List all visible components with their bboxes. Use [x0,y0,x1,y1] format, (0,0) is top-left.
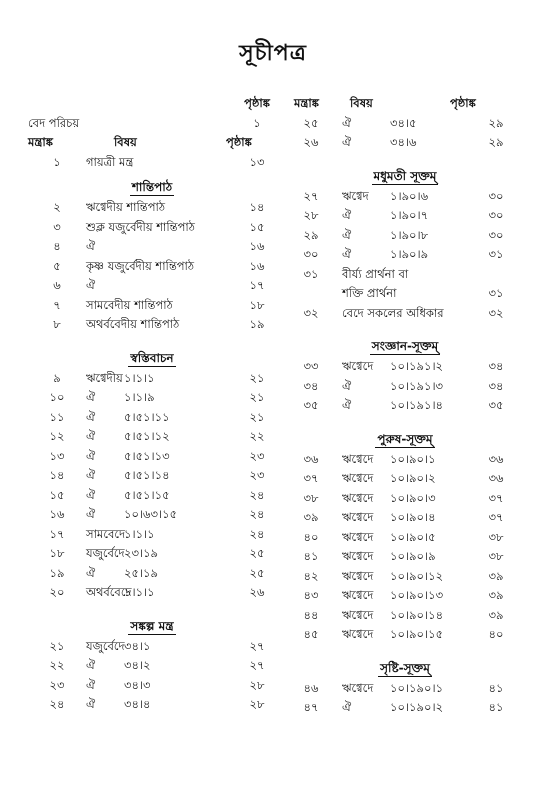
toc-row [290,226,520,246]
entry-page: ২১ [249,370,265,385]
entry-page: ২৪ [249,507,265,521]
intro-row [28,114,276,134]
entry-subject: বীর্য্য প্রার্থনা বা [342,266,409,281]
entry-source: ঋগ্বেদে [342,549,374,563]
toc-row [290,586,520,606]
entry-reference: ১।১।১ [124,370,155,385]
toc-row [28,583,276,603]
toc-row [290,679,520,699]
entry-number: ২৯ [303,227,319,242]
entry-subject: গায়ত্রী মন্ত্র [86,154,134,169]
entry-source: ঐ [86,487,96,502]
entry-page: ৩৮ [488,549,504,563]
entry-source: ঐ [86,390,96,404]
toc-row [28,408,276,428]
entry-subject: কৃষ্ণ যজুর্বেদীয় শান্তিপাঠ [86,258,195,273]
section-title [290,653,520,679]
entry-page: ২৯ [488,135,504,149]
entry-reference: ১।৯০।৯ [390,247,429,261]
entry-source: ঐ [342,135,352,149]
entry-source: সামবেদে [86,526,126,541]
entry-source: ঋগ্বেদে [342,568,374,583]
toc-row [28,447,276,467]
entry-number: ৪৬ [303,680,319,695]
toc-row [28,637,276,657]
entry-page: ১৪ [249,200,265,214]
toc-row [290,187,520,207]
entry-number: ৩০ [303,247,319,261]
entry-page: ৩৭ [488,510,504,524]
toc-row [290,698,520,718]
entry-page: ২৫ [249,546,265,560]
entry-page: ৩৬ [488,471,504,485]
entry-page: ৩২ [488,305,504,320]
entry-number: ৪৩ [303,588,319,602]
entry-number: ৪৭ [303,700,319,714]
entry-source: ঐ [86,565,96,580]
spacer [290,416,520,424]
entry-source: ঐ [342,378,352,393]
toc-row [28,315,276,335]
entry-number: ৯ [53,370,61,385]
entry-source: ঋগ্বেদ [342,188,369,203]
entry-number: ১৬ [49,507,65,521]
entry-source: ঋগ্বেদে [342,588,374,602]
entry-number: ১০ [49,390,65,404]
entry-number: ৩ [53,219,61,234]
entry-page: ২১ [249,390,265,404]
toc-row [28,656,276,676]
section-title-text: মধুমতী সূক্তম্ [373,168,437,183]
entry-reference: ২৫।১৯ [124,565,158,580]
entry-reference: ৩৪।৪ [124,697,151,711]
entry-reference: ৩৪।১ [124,638,151,653]
section-title-text: সঙ্কল্প মন্ত্র [130,618,174,633]
toc-row [290,450,520,470]
left-sections [28,172,276,715]
entry-number: ১৫ [49,487,65,502]
entry-page: ২৪ [249,526,265,541]
entry-page: ১৯ [249,317,265,331]
toc-row [290,547,520,567]
entry-source: ঐ [86,677,96,692]
toc-row [28,486,276,506]
entry-page: ২৩ [249,448,265,463]
entry-number: ৭ [53,297,61,312]
entry-reference: ৫।৫১।১৩ [124,448,170,463]
entry-number: ১৩ [49,448,65,463]
entry-number: ৪২ [303,568,319,583]
entry-source: ঋগ্বেদে [342,359,374,373]
entry-reference: ১০।৯০।১ [390,451,436,466]
toc-row [28,695,276,715]
entry-source: ঐ [86,658,96,672]
entry-subject: ঋগ্বেদীয় শান্তিপাঠ [86,200,166,214]
entry-reference: ১০।৯০।৫ [390,529,436,544]
header-mantra-number: মন্ত্রাঙ্ক [294,96,319,110]
toc-row [290,489,520,509]
entry-reference: ১০।১৯০।১ [390,680,444,695]
entry-number: ৩২ [303,305,319,320]
header-subject: বিষয় [114,135,137,149]
entry-page: ২১ [249,409,265,424]
toc-row [290,396,520,416]
entry-page: ৩৫ [488,398,504,412]
toc-row [28,427,276,447]
entry-subject: শক্তি প্রার্থনা [342,286,397,300]
entry-source: ঐ [86,468,96,482]
entry-page: ২৮ [249,677,265,692]
toc-row [28,525,276,545]
entry-reference: ১০।৯০।২ [390,471,436,485]
section-title [290,424,520,450]
entry-reference: ৩৪।৬ [390,135,417,149]
entry-reference: ৫।৫১।১৪ [124,468,170,482]
entry-number: ২৩ [49,677,65,692]
entry-source: ঐ [86,448,96,463]
toc-row [290,625,520,645]
entry-number: ৩১ [303,266,319,281]
toc-row [28,676,276,696]
toc-row [290,304,520,324]
right-column [290,94,520,718]
left-top-header [28,94,276,114]
entry-page: ২৭ [249,658,265,672]
entry-number: ১ [53,154,61,169]
entry-reference: ১০।৯০।১৫ [390,627,444,641]
right-sections [290,114,520,718]
entry-source: ঐ [86,429,96,443]
header-subject: বিষয় [350,96,373,110]
entry-reference: ১০।৯০।১৩ [390,588,444,602]
entry-source: ঋগ্বেদে [342,510,374,524]
entry-source: ঋগ্বেদীয় [86,370,123,385]
entry-number: ২ [53,200,61,214]
entry-number: ১১ [49,409,65,424]
intro-page: ১ [253,115,261,130]
toc-row [290,245,520,265]
section-title [28,611,276,637]
entry-page: ২২ [249,429,265,443]
entry-reference: ১০।৯০।১৪ [390,607,444,622]
entry-source: ঐ [342,115,352,130]
toc-row [28,218,276,238]
entry-page: ২৮ [249,697,265,711]
entry-page: ৩৪ [488,359,504,373]
entry-reference: ৩৪।৫ [390,115,417,130]
spacer [28,335,276,343]
entry-reference: ২৩।১৯ [124,546,158,560]
entry-subject: অথর্ববেদীয় শান্তিপাঠ [86,317,180,331]
toc-row [290,528,520,548]
entry-source: যজুর্বেদে [86,546,125,560]
entry-reference: ১।১।৯ [124,390,155,404]
entry-reference: ১০।৯০।৪ [390,510,436,524]
entry-reference: ৩৪।২ [124,658,151,672]
entry-reference: ১।৯০।৭ [390,208,429,222]
right-column-headers [290,94,520,114]
entry-subject: বেদে সকলের অধিকার [342,305,444,320]
entry-source: ঋগ্বেদে [342,607,374,622]
page-header: পৃষ্ঠাঙ্ক [244,96,270,110]
entry-subject: সামবেদীয় শান্তিপাঠ [86,297,173,312]
entry-source: ঋগ্বেদে [342,680,374,695]
toc-row [28,544,276,564]
entry-number: ২৮ [303,208,319,222]
entry-reference: ১।১।১ [124,526,155,541]
entry-number: ৩৪ [303,378,319,393]
entry-reference: ১০।১৯১।৩ [390,378,444,393]
entry-page: ৩০ [488,208,504,222]
section-title [290,161,520,187]
entry-subject: ঐ [86,278,96,292]
toc-row [290,114,520,134]
spacer [290,323,520,331]
entry-number: ১২ [49,429,65,443]
gayatri-row [28,153,276,173]
entry-number: ১৮ [49,546,65,560]
toc-row [28,257,276,277]
toc-row [290,606,520,626]
entry-source: অথর্ববেদে [86,585,132,599]
entry-number: ২৫ [303,115,319,130]
entry-number: ২১ [49,638,65,653]
entry-number: ১৪ [49,468,65,482]
entry-number: ৩৩ [303,359,319,373]
entry-page: ৩০ [488,227,504,242]
entry-page: ৩৯ [488,568,504,583]
left-column [28,94,276,715]
entry-page: ২৭ [249,638,265,653]
toc-row [290,133,520,153]
entry-source: ঐ [86,697,96,711]
left-column-headers [28,133,276,153]
entry-source: ঐ [342,700,352,714]
entry-reference: ১।৯০।৬ [390,188,429,203]
entry-page: ১৮ [249,297,265,312]
entry-source: ঐ [86,507,96,521]
entry-number: ৫ [53,258,61,273]
section-title [28,343,276,369]
entry-number: ২৬ [303,135,319,149]
toc-row [290,567,520,587]
entry-reference: ১০।৬৩।১৫ [124,507,178,521]
entry-subject: ঐ [86,239,96,253]
toc-row [28,198,276,218]
entry-reference: ৫।৫১।১৫ [124,487,170,502]
entry-page: ১৬ [249,258,265,273]
toc-row [290,377,520,397]
entry-reference: ১০।৯০।১২ [390,568,444,583]
entry-page: ৪১ [488,680,504,695]
toc-row [290,265,520,285]
entry-source: ঋগ্বেদে [342,471,374,485]
page-title: সূচীপত্র [239,41,307,66]
entry-source: ঐ [342,208,352,222]
entry-page: ২৩ [249,468,265,482]
entry-source: ঋগ্বেদে [342,451,374,466]
entry-source: যজুর্বেদে [86,638,125,653]
entry-source: ঐ [86,409,96,424]
entry-page: ১৬ [249,239,265,253]
entry-page: ৩৮ [488,529,504,544]
header-page: পৃষ্ঠাঙ্ক [450,96,476,110]
entry-number: ৩৮ [303,490,319,505]
toc-row [28,296,276,316]
entry-page: ৩০ [488,188,504,203]
toc-row [28,237,276,257]
entry-number: ৪০ [303,529,319,544]
entry-page: ১৩ [249,154,265,169]
entry-number: ১৯ [49,565,65,580]
entry-number: ৩৬ [303,451,319,466]
entry-subject: শুক্ল যজুর্বেদীয় শান্তিপাঠ [86,219,195,234]
toc-row [290,206,520,226]
entry-number: ১৭ [49,526,65,541]
entry-reference: ১।৯০।৮ [390,227,429,242]
entry-reference: ৫।৫১।১২ [124,429,170,443]
entry-number: ৪৫ [303,627,319,641]
header-page: পৃষ্ঠাঙ্ক [226,135,252,149]
entry-page: ২৯ [488,115,504,130]
entry-reference: ৫।৫১।১১ [124,409,170,424]
toc-row [28,505,276,525]
entry-number: ৮ [53,317,61,331]
entry-page: ৩৯ [488,607,504,622]
toc-row [28,276,276,296]
entry-number: ৩৯ [303,510,319,524]
entry-reference: ১০।৯০।৩ [390,490,436,505]
entry-page: ৩৬ [488,451,504,466]
entry-reference: ৩৪।৩ [124,677,151,692]
entry-page: ১৫ [249,219,265,234]
entry-number: ২৪ [49,697,65,711]
entry-number: ২২ [49,658,65,672]
entry-page: ৩৪ [488,378,504,393]
entry-page: ৩১ [488,247,504,261]
entry-page: ৪০ [488,627,504,641]
entry-page: ১৭ [249,278,265,292]
section-title-text: স্বস্তিবাচন [130,350,174,365]
spacer [290,153,520,161]
header-mantra-number: মন্ত্রাঙ্ক [28,135,53,149]
entry-page: ২৪ [249,487,265,502]
intro-title: বেদ পরিচয় [28,115,80,130]
entry-number: ২৭ [303,188,319,203]
toc-row [290,357,520,377]
entry-page: ৩১ [488,286,504,300]
entry-page: ৪১ [488,700,504,714]
toc-row [28,564,276,584]
entry-number: ২০ [49,585,65,599]
entry-number: ৪১ [303,549,319,563]
section-title [28,172,276,198]
entry-source: ঋগ্বেদে [342,490,374,505]
section-title [290,331,520,357]
entry-reference: ১।১।১ [124,585,155,599]
spacer [290,645,520,653]
entry-source: ঋগ্বেদে [342,627,374,641]
section-title-text: পুরুষ-সূক্তম্ [377,431,433,446]
toc-row [290,284,520,304]
entry-reference: ১০।১৯০।২ [390,700,444,714]
toc-row [290,469,520,489]
toc-row [28,388,276,408]
section-title-text: সংজ্ঞান-সূক্তম্ [371,339,439,353]
entry-number: ৪ [53,239,61,253]
section-title-text: শান্তিপাঠ [131,180,173,194]
section-title-text: সৃষ্টি-সূক্তম্ [380,660,430,675]
entry-source: ঐ [342,227,352,242]
entry-reference: ১০।১৯১।৪ [390,398,444,412]
entry-page: ২৬ [249,585,265,599]
entry-source: ঐ [342,247,352,261]
toc-row [28,369,276,389]
toc-row [290,508,520,528]
entry-page: ২৫ [249,565,265,580]
entry-source: ঐ [342,398,352,412]
entry-number: ৬ [53,278,61,292]
entry-reference: ১০।১৯১।২ [390,359,444,373]
toc-row [28,466,276,486]
entry-number: ৩৭ [303,471,319,485]
entry-page: ৩৯ [488,588,504,602]
entry-reference: ১০।৯০।৯ [390,549,436,563]
spacer [28,603,276,611]
entry-number: ৩৫ [303,398,319,412]
entry-source: ঋগ্বেদে [342,529,374,544]
entry-page: ৩৭ [488,490,504,505]
entry-number: ৪৪ [303,607,319,622]
